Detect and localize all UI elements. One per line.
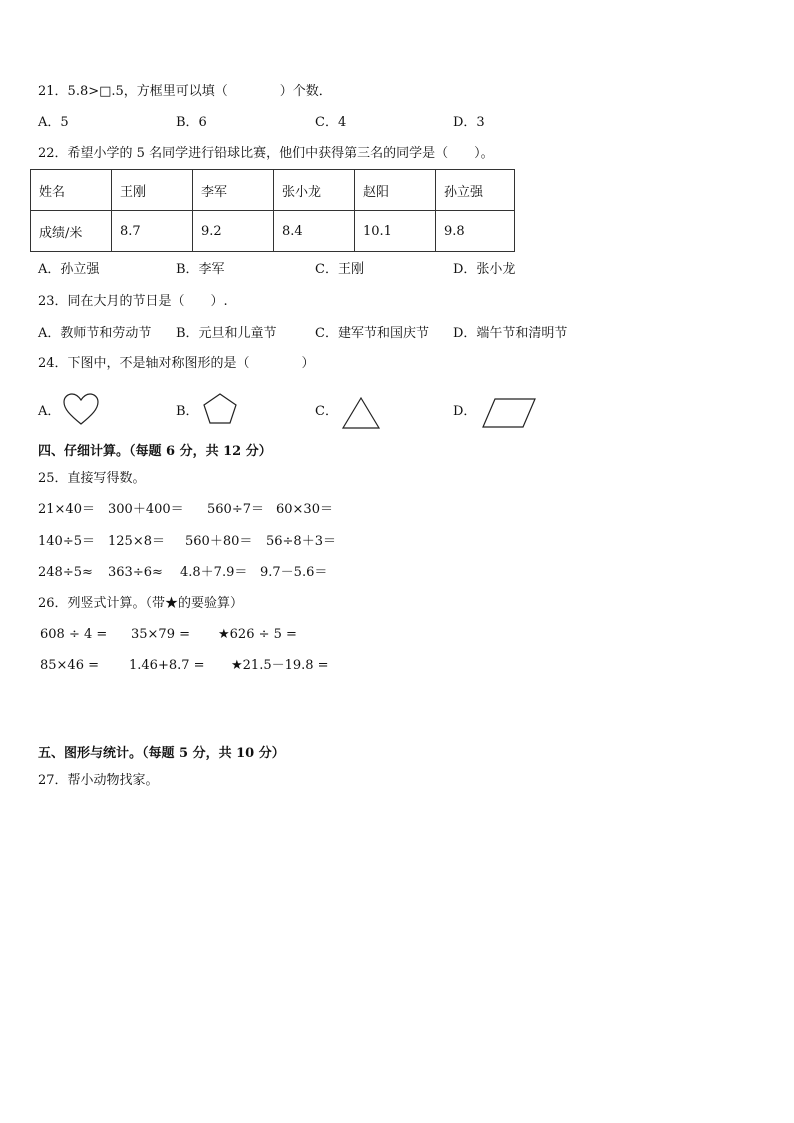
table-row <box>31 170 515 211</box>
q24-option-c: C． <box>315 404 338 419</box>
q27-stem: 27．帮小动物找家。 <box>38 773 159 788</box>
q24-stem: 24．下图中，不是轴对称图形的是（ ） <box>38 356 315 371</box>
calc-item: 21×40＝ <box>38 502 95 517</box>
calc-item: 1.46+8.7 = <box>129 658 205 673</box>
calc-item: 4.8＋7.9＝ <box>180 565 248 580</box>
calc-item: 60×30＝ <box>276 502 333 517</box>
calc-item: 248÷5≈ <box>38 565 93 580</box>
calc-item: 300＋400＝ <box>108 502 184 517</box>
pentagon-icon <box>202 392 238 426</box>
table-cell: 张小龙 <box>274 170 355 211</box>
calc-item: 608 ÷ 4 = <box>40 627 108 642</box>
table-cell: 9.8 <box>436 211 515 252</box>
table-cell: 8.7 <box>112 211 193 252</box>
q23-stem: 23．同在大月的节日是（ ）. <box>38 294 228 309</box>
section5-title: 五、图形与统计。（每题 5 分，共 10 分） <box>38 746 285 761</box>
calc-item: 560＋80＝ <box>185 534 253 549</box>
q21-option-d: D．3 <box>453 115 485 130</box>
table-cell: 赵阳 <box>355 170 436 211</box>
q22-option-d: D．张小龙 <box>453 262 516 277</box>
score-table <box>30 169 515 252</box>
q21-option-c: C．4 <box>315 115 347 130</box>
calc-item: 125×8＝ <box>108 534 165 549</box>
q23-option-a: A．教师节和劳动节 <box>38 326 152 341</box>
q23-option-d: D．端午节和清明节 <box>453 326 568 341</box>
calc-item: 560÷7＝ <box>207 502 264 517</box>
section4-title: 四、仔细计算。（每题 6 分，共 12 分） <box>38 444 272 459</box>
table-cell: 9.2 <box>193 211 274 252</box>
calc-item: 363÷6≈ <box>108 565 163 580</box>
q25-stem: 25．直接写得数。 <box>38 471 146 486</box>
q23-option-b: B．元旦和儿童节 <box>176 326 277 341</box>
table-cell: 10.1 <box>355 211 436 252</box>
q21-stem: 21．5.8>□.5，方框里可以填（ ）个数． <box>38 84 332 99</box>
q24-option-d: D． <box>453 404 477 419</box>
calc-item: 9.7－5.6＝ <box>260 565 328 580</box>
heart-icon <box>62 392 100 426</box>
q21-option-b: B．6 <box>176 115 207 130</box>
table-cell: 姓名 <box>31 170 112 211</box>
q22-option-b: B．李军 <box>176 262 225 277</box>
table-row <box>31 211 515 252</box>
q22-option-c: C．王刚 <box>315 262 364 277</box>
q21-option-a: A．5 <box>38 115 69 130</box>
calc-item: ★626 ÷ 5 = <box>218 627 297 642</box>
calc-item: 35×79 = <box>131 627 191 642</box>
table-cell: 王刚 <box>112 170 193 211</box>
calc-item: 56÷8＋3＝ <box>266 534 336 549</box>
calc-item: 140÷5＝ <box>38 534 95 549</box>
parallelogram-icon <box>481 397 537 429</box>
q24-option-b: B． <box>176 404 199 419</box>
q24-option-a: A． <box>38 404 61 419</box>
table-cell: 8.4 <box>274 211 355 252</box>
calc-item: ★21.5－19.8 = <box>231 658 329 673</box>
q22-option-a: A．孙立强 <box>38 262 100 277</box>
q22-stem: 22．希望小学的 5 名同学进行铅球比赛，他们中获得第三名的同学是（ ）。 <box>38 146 494 161</box>
q23-option-c: C．建军节和国庆节 <box>315 326 429 341</box>
table-cell: 李军 <box>193 170 274 211</box>
table-cell: 成绩/米 <box>31 211 112 252</box>
calc-item: 85×46 = <box>40 658 100 673</box>
triangle-icon <box>341 396 381 430</box>
q26-stem: 26．列竖式计算。（带★的要验算） <box>38 596 244 611</box>
table-cell: 孙立强 <box>436 170 515 211</box>
